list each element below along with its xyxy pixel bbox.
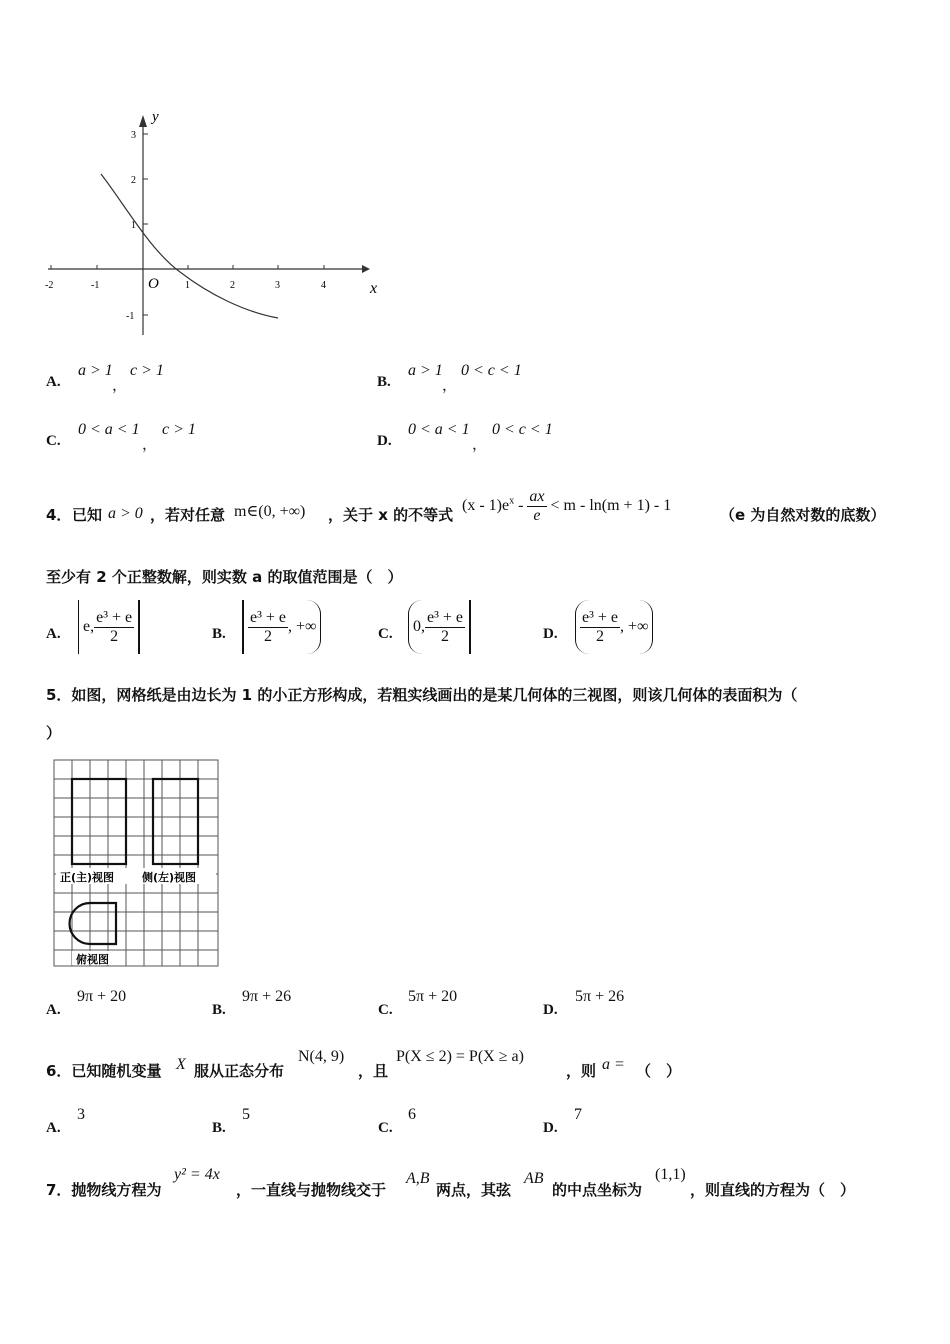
q3-option-b-cond1: a > 1 <box>408 362 443 379</box>
q4-text-2: ，若对任意 <box>150 506 226 524</box>
q4-line-2: 至少有 2 个正整数解，则实数 a 的取值范围是（ ） <box>46 568 403 586</box>
q3-option-d-cond1: 0 < a < 1 <box>408 421 470 438</box>
q7-text-5: ，则直线的方程为（ ） <box>690 1181 856 1199</box>
y-axis-label: y <box>152 109 159 125</box>
q4-condition-a: a > 0 <box>108 505 143 522</box>
q6-option-label-b: B. <box>212 1120 226 1136</box>
q3-option-a-cond2: c > 1 <box>130 362 164 379</box>
q4-option-d-interval: $\frac{\text{e³ + e}}{2}$ , +∞ <box>575 600 653 654</box>
option-label-d: D. <box>377 433 392 449</box>
q7-text-4: 的中点坐标为 <box>552 1181 643 1199</box>
q3-option-b-cond2: 0 < c < 1 <box>461 362 522 379</box>
q4-text-3: ，关于 x 的不等式 <box>328 506 454 524</box>
q6-option-label-d: D. <box>543 1120 558 1136</box>
x-tick-label: -2 <box>45 280 54 291</box>
y-tick-label: 1 <box>131 220 136 231</box>
q3-option-c-cond2: c > 1 <box>162 421 196 438</box>
option-label-a: A. <box>46 374 61 390</box>
front-view-label: 正(主)视图 <box>60 871 115 884</box>
q6-ask: a = <box>602 1056 625 1073</box>
q6-text-2: 服从正态分布 <box>194 1062 285 1080</box>
q3-option-a-cond1: a > 1 <box>78 362 113 379</box>
q7-text-2: ，一直线与抛物线交于 <box>236 1181 387 1199</box>
function-graph <box>40 105 390 340</box>
q6-option-b: 5 <box>242 1106 250 1123</box>
q5-option-label-c: C. <box>378 1002 393 1018</box>
ineq-fraction: $\frac{ax}{e}$ <box>529 488 545 524</box>
q5-option-label-b: B. <box>212 1002 226 1018</box>
separator: ， <box>442 376 458 394</box>
separator: ， <box>112 376 128 394</box>
option-label-b: B. <box>377 374 391 390</box>
q4-number: 4． <box>46 506 72 524</box>
q7-text-1: 7．抛物线方程为 <box>46 1181 162 1199</box>
x-axis-label: x <box>370 280 378 297</box>
q7-midpoint: (1,1) <box>655 1166 686 1183</box>
q3-option-c-cond1: 0 < a < 1 <box>78 421 140 438</box>
q5-text-2: ） <box>46 724 62 742</box>
q4-note: （e 为自然对数的底数） <box>720 506 886 524</box>
q6-option-label-a: A. <box>46 1120 61 1136</box>
function-curve <box>101 174 278 318</box>
q6-option-label-c: C. <box>378 1120 393 1136</box>
q4-option-label-a: A. <box>46 626 61 642</box>
q5-option-c: 5π + 20 <box>408 988 458 1005</box>
option-label-c: C. <box>46 433 61 449</box>
q6-probability: P(X ≤ 2) = P(X ≥ a) <box>396 1048 524 1065</box>
y-tick-label: 3 <box>131 130 136 141</box>
q4-condition-m: m∈(0, +∞) <box>234 503 306 520</box>
q7-text-3: 两点，其弦 <box>436 1181 512 1199</box>
side-view-outline <box>153 779 198 864</box>
q6-text-1: 6．已知随机变量 <box>46 1062 162 1080</box>
ineq-mid: - <box>514 496 528 514</box>
x-tick-label: 3 <box>275 280 280 291</box>
q5-option-b: 9π + 26 <box>242 988 292 1005</box>
x-tick-label: 2 <box>230 280 235 291</box>
q4-option-label-c: C. <box>378 626 393 642</box>
top-view-outline <box>70 903 117 944</box>
q7-chord: AB <box>524 1170 544 1187</box>
q4-option-label-d: D. <box>543 626 558 642</box>
q4-option-b-interval: $\frac{\text{e³ + e}}{2}$ , +∞ <box>242 600 321 654</box>
q6-variable: X <box>176 1056 186 1073</box>
ineq-right: < m - ln(m + 1) - 1 <box>550 496 672 514</box>
y-axis-arrow <box>139 115 147 127</box>
three-view-grid <box>52 758 220 968</box>
q6-option-c: 6 <box>408 1106 416 1123</box>
q6-option-d: 7 <box>574 1106 582 1123</box>
front-view-outline <box>72 779 126 864</box>
q4-option-label-b: B. <box>212 626 226 642</box>
q4-inequality <box>462 488 671 524</box>
q6-distribution: N(4, 9) <box>298 1048 345 1065</box>
separator: ， <box>142 435 158 453</box>
ineq-left: (x - 1)e <box>462 496 510 514</box>
q4-text-1: 已知 <box>72 506 103 524</box>
q6-option-a: 3 <box>77 1106 85 1123</box>
q7-equation: y² = 4x <box>174 1166 220 1183</box>
q4-option-a-interval: e, $\frac{\text{e³ + e}}{2}$ <box>78 600 140 654</box>
origin-label: O <box>148 276 159 292</box>
q5-option-a: 9π + 20 <box>77 988 127 1005</box>
y-tick-label: -1 <box>126 311 135 322</box>
q5-text: 5．如图，网格纸是由边长为 1 的小正方形构成，若粗实线画出的是某几何体的三视图，则该几何体的表面积为（ <box>46 686 798 704</box>
q6-text-3: ，且 <box>358 1062 389 1080</box>
side-view-label: 侧(左)视图 <box>142 871 197 884</box>
q3-option-d-cond2: 0 < c < 1 <box>492 421 553 438</box>
q5-option-d: 5π + 26 <box>575 988 625 1005</box>
x-tick-label: 4 <box>321 280 326 291</box>
q5-option-label-d: D. <box>543 1002 558 1018</box>
q5-option-label-a: A. <box>46 1002 61 1018</box>
x-tick-label: 1 <box>185 280 190 291</box>
y-tick-label: 2 <box>131 175 136 186</box>
q6-text-4: ，则 <box>566 1062 597 1080</box>
x-axis-arrow <box>362 265 370 273</box>
q7-points: A,B <box>406 1170 430 1187</box>
ineq-exp: x <box>509 495 515 507</box>
separator: ， <box>472 435 488 453</box>
q4-option-c-interval: 0, $\frac{\text{e³ + e}}{2}$ <box>408 600 471 654</box>
x-tick-label: -1 <box>91 280 100 291</box>
top-view-label: 俯视图 <box>76 953 109 966</box>
q6-text-5: （ ） <box>636 1062 682 1080</box>
